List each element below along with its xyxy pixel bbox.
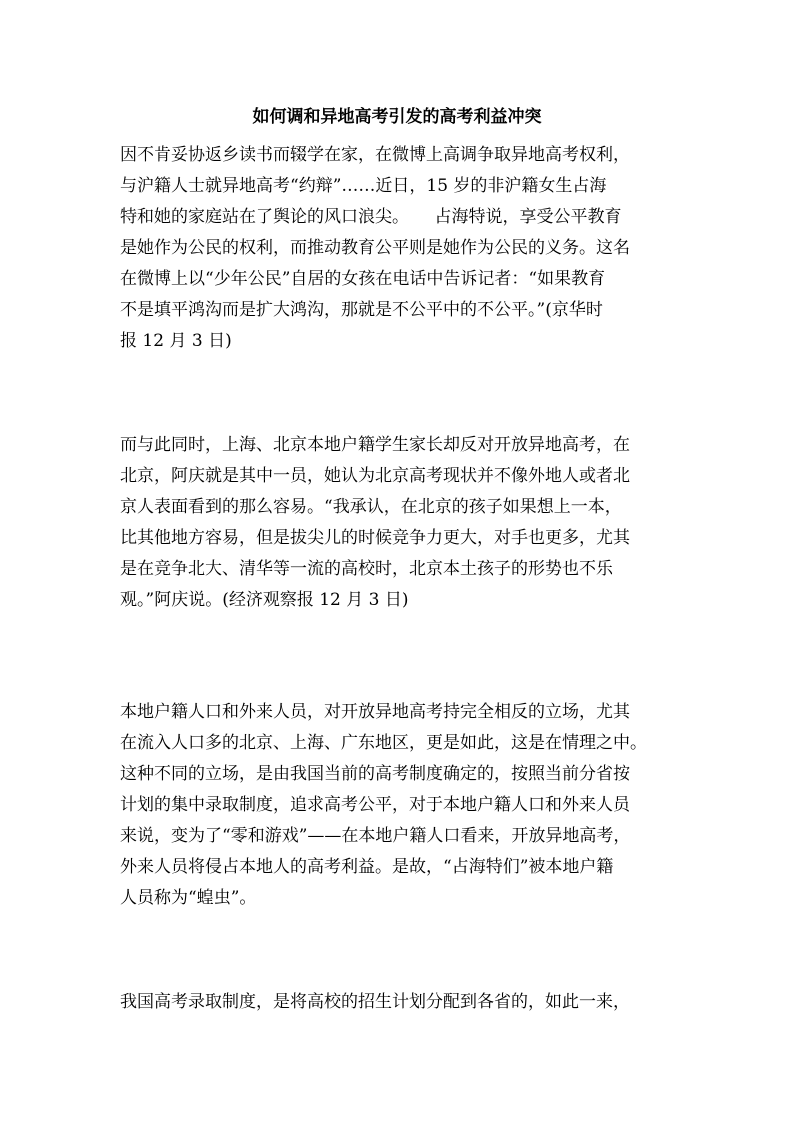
text-line: 外来人员将侵占本地人的高考利益。是故，“占海特们”被本地户籍 bbox=[120, 857, 614, 877]
text-line: 观。”阿庆说。(经济观察报 12 月 3 日) bbox=[120, 590, 409, 610]
paragraph-3 bbox=[120, 697, 680, 914]
text-line: 人员称为“蝗虫”。 bbox=[120, 888, 257, 908]
text-line: 在微博上以“少年公民”自居的女孩在电话中告诉记者：“如果教育 bbox=[120, 269, 606, 289]
text-line: 计划的集中录取制度，追求高考公平，对于本地户籍人口和外来人员 bbox=[120, 795, 630, 815]
text-line: 比其他地方容易，但是拔尖儿的时候竞争力更大，对手也更多，尤其 bbox=[120, 528, 630, 548]
text-line: 我国高考录取制度，是将高校的招生计划分配到各省的，如此一来， bbox=[120, 992, 630, 1012]
paragraph-4 bbox=[120, 987, 680, 1018]
text-line: 是她作为公民的权利，而推动教育公平则是她作为公民的义务。这名 bbox=[120, 238, 630, 258]
text-line: 不是填平鸿沟而是扩大鸿沟，那就是不公平中的不公平。”(京华时 bbox=[120, 300, 603, 320]
text-line: 本地户籍人口和外来人员，对开放异地高考持完全相反的立场，尤其 bbox=[120, 702, 630, 722]
text-line: 北京，阿庆就是其中一员，她认为北京高考现状并不像外地人或者北 bbox=[120, 466, 630, 486]
text-line: 京人表面看到的那么容易。“我承认，在北京的孩子如果想上一本， bbox=[120, 497, 622, 517]
text-line: 来说，变为了“零和游戏”——在本地户籍人口看来，开放异地高考， bbox=[120, 826, 631, 846]
text-line: 因不肯妥协返乡读书而辍学在家，在微博上高调争取异地高考权利， bbox=[120, 145, 630, 165]
text-line: 这种不同的立场，是由我国当前的高考制度确定的，按照当前分省按 bbox=[120, 764, 630, 784]
text-line: 而与此同时，上海、北京本地户籍学生家长却反对开放异地高考，在 bbox=[120, 435, 630, 455]
text-line: 与沪籍人士就异地高考“约辩”……近日，15 岁的非沪籍女生占海 bbox=[120, 176, 607, 196]
text-line: 报 12 月 3 日) bbox=[120, 331, 232, 351]
text-line: 是在竞争北大、清华等一流的高校时，北京本土孩子的形势也不乐 bbox=[120, 559, 613, 579]
paragraph-1 bbox=[120, 140, 680, 357]
text-line: 特和她的家庭站在了舆论的风口浪尖。 占海特说，享受公平教育 bbox=[120, 207, 622, 227]
paragraph-2 bbox=[120, 430, 680, 616]
document-title: 如何调和异地高考引发的高考利益冲突 bbox=[252, 107, 542, 127]
text-line: 在流入人口多的北京、上海、广东地区，更是如此，这是在情理之中。 bbox=[120, 733, 647, 753]
